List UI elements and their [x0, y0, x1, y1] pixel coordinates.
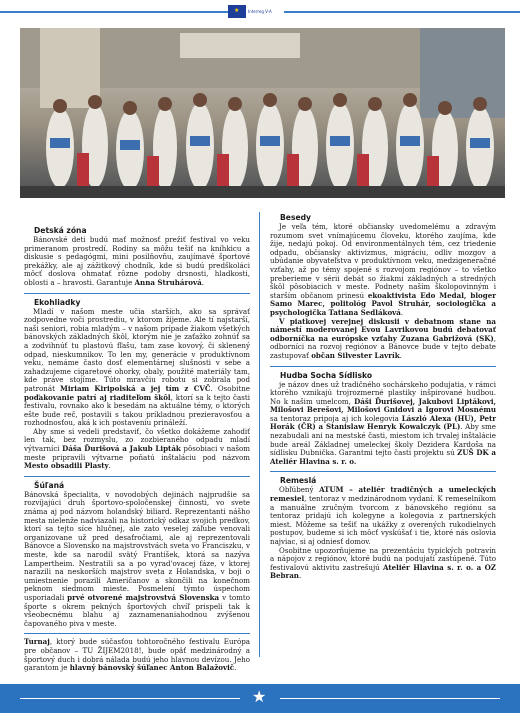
section-title-besedy: Besedy: [280, 213, 311, 222]
section-title-eko: Ekohliadky: [34, 297, 81, 307]
section-title-detska: Detská zóna: [34, 226, 87, 235]
star-icon: ★: [252, 687, 267, 706]
paragraph-besedy-2: V piatkovej verejnej diskusii v debatnom stane na námestí moderovanej Evou Lavrikovou budú debatovať odborníčka na európske vzťahy Zuzana Gabrižová (SK), odborníci na rozvoj regiónov a Bánovce bude v tejto debate zastupovať občan Silvester Lavrík.: [270, 316, 496, 360]
section-title-hudba: Hudba Socha Sídlisko: [280, 370, 373, 380]
paragraph-sufana: Bánovská špecialita, v novodobých dejinách najprudšie sa rozvíjajúci druh športovo-spoločenskej činnosti, vo svete známa aj pod názvom holandský biliard. Reprezentanti nášho mesta nielenže nadviazali na historický odkaz svojich predkov, ktorí sa tejto síce hlučnej, ale zato veselej záľube venovali organizovane už pred desaťročiami, ale aj reprezentovali Bánovce a Slovensko na majstrovstvách sveta vo Franciszku, v meste, kde sa narodil svätý František, ktorá sa nazýva Lampertheim. Nestratili sa a po vyrad'ovacej fáze, v ktorej narazili na neskorších majstrov sveta z Holandska, v boji o umiestnenie porazili Američanov a skončili na konečnom peknom siedmom mieste. Posmelení týmto úspechom usporiadali prvé otvorené majstrovstvá Slovenska v tomto športe s okrem pekných športových chvíľ prispeli tak k všeobecnému blahu aj zaznamenaniahodnou zvýšenou čapovaného piva v meste.: [24, 489, 250, 628]
paragraph-besedy-1: Je veľa tém, ktoré občiansky uvedomelému a zdravým rozumom svet vnímajúcemu človeku, ktorého zaujíma, kde žije, nedajú pokoj. Od environmentálnych tém, cez triedenie odpadu, občiansky aktivizmus, migráciu, odliv mozgov a ubúdanie obyvateľstva v produktívnom veku, medzigeneračné vzťahy, až po témy spojené s rozvojom regiónov – to všetko preberieme v sérii debát so žiakmi základných a stredných škôl pôsobiacich v meste. Podnety naším školopovinným i starším občanom prinesú ekoaktivista Edo Medal, bloger Samo Marec, politológ Pavol Struhár, sociologička a psychologička Tatiana Sedláková.: [270, 222, 496, 317]
group-photo: [20, 28, 505, 198]
right-column: [270, 213, 496, 581]
paragraph-remesla-1: Obľúbený ATUM – ateliér tradičných a umeleckých remesiel, tentoraz v medzinárodnom vydaní. K remeselníkom a manuálne zručným tvorcom z bánovského regiónu sa tentoraz pridajú ich kolegyne a kolegovia z partnerských miest. Môžeme sa tešiť na ukážky z overených rukodielnych postupov, budeme si ich môcť vyskúšať i tie, ktoré nás oslovia najviac, si aj odniesť domov.: [270, 485, 497, 546]
paragraph-hudba: je názov dnes už tradičného sochárskeho podujatia, v rámci ktorého vznikajú trojrozmerné plastiky inšpirované hudbou. No k našim umelcom, Dáši Ďurišovej, Jakubovi Liptákovi, Milošovi Berešovi, Milošovi Gnidovi a Igorovi Mosnému sa tentoraz pripoja aj ich kolegovia László Alexa (HU), Petr Horák (ČR) a Stanislaw Henryk Kowalczyk (PL). Aby sme nezabudali ani na mestské časti, miestom ich trvalej inštalácie bude areál Základnej umeleckej školy Dezidera Kardoša na sídlisku Dubnička. Garantmi tejto časti projektu sú ZUŠ DK a Ateliér Hlavina s. r. o.: [270, 379, 497, 466]
section-rule: [270, 471, 496, 472]
paragraph-turnaj: Turnaj, ktorý bude súčasťou tohtoročného festivalu Európa pre občanov – TU ŽIJEM2018!, bude opäť medzinárodný a športový duch i dobrá nálada budú jeho hlavnou devízou. Jeho garantom je hlavný bánovský šúľanec Anton Balažovič.: [24, 637, 250, 673]
top-bar: [0, 0, 520, 22]
left-column: [24, 226, 250, 673]
footer-line-left: [20, 698, 240, 699]
eu-flag-icon: [228, 5, 246, 18]
group-photo-illustration: [20, 28, 505, 198]
column-divider: [259, 212, 260, 657]
section-rule: [24, 633, 250, 634]
paragraph-detska: Bánovské deti budú mať možnosť prežiť festival vo veku primeranom prostredí. Rodiny sa môžu tešiť na kníhkicu a diskusie s pedagógmi, mini posilňovňu, zaujímavé športové prekážky, ale aj zážitkový chodník, kde si budú predškoláci môcť doslova ohmatať rôzne podoby drsnosti, hladkosti, oblosti a – hravosti. Garantuje Anna Struhárová.: [24, 235, 250, 287]
section-rule: [24, 476, 250, 477]
section-title-remesla: Remeslá: [280, 476, 317, 486]
section-rule: [270, 366, 496, 367]
interreg-logo: [228, 3, 284, 19]
footer-band: [0, 684, 520, 713]
logo-text: Interreg V-A: [248, 8, 272, 14]
section-title-sufana: Šúľaná: [34, 480, 65, 490]
paragraph-eko-2: Aby sme si vedeli predstaviť, čo všetko dokážeme zahodiť len tak, bez rozmyslu, zo zozbieraného odpadu mladí výtvarníci Dáša Ďurišová a Jakub Lipták pôsobiaci v našom meste pripravili výtvarne poňatú inštaláciu pod názvom Mesto obsadili Plasty.: [24, 426, 251, 471]
footer-line-right: [280, 698, 500, 699]
paragraph-remesla-2: Osobitne upozorňujeme na prezentáciu typických potravín a nápojov z regiónov, ktoré budú na podujatí zastúpené. Túto festivalovú aktivitu zastrešujú Ateliér Hlavina s. r. o. a OZ Bebran.: [270, 545, 496, 581]
paragraph-eko-1: Mladí v našom meste učia starších, ako sa správať zodpovedne voči prostrediu, v ktorom žijeme. Ale tí najstarší, naši seniori, robia mladým – v našom prípade žiakom všetkých bánovských základných škôl, ktorým nie je zaťažko zohnúť sa a zodvihnúť tu plastovú fľašu, tam zase kovový, či sklenený odpad, nieskumnikov. To len my, generácie v produktívnom veku, nemáme často dosť elementárnej slušnosti v sebe a zahadzujeme cigaretové ohorky, obaly, použité materiály tam, kde práve stojíme. Túto mravčiu robotu si zobrala pod patronát Miriam Kiripolská a jej tím z CVČ. Osobitne poďakovanie patrí aj riaditeľom škôl, ktorí sa k tejto časti festivalu, rovnako ako k besedám na aktuálne témy, o ktorých ešte bude reč, postavili s takou príkladnou prezieravosťou a rozhodnosťou, aká k ich postaveniu prináleží.: [24, 306, 251, 428]
section-rule: [24, 293, 250, 294]
